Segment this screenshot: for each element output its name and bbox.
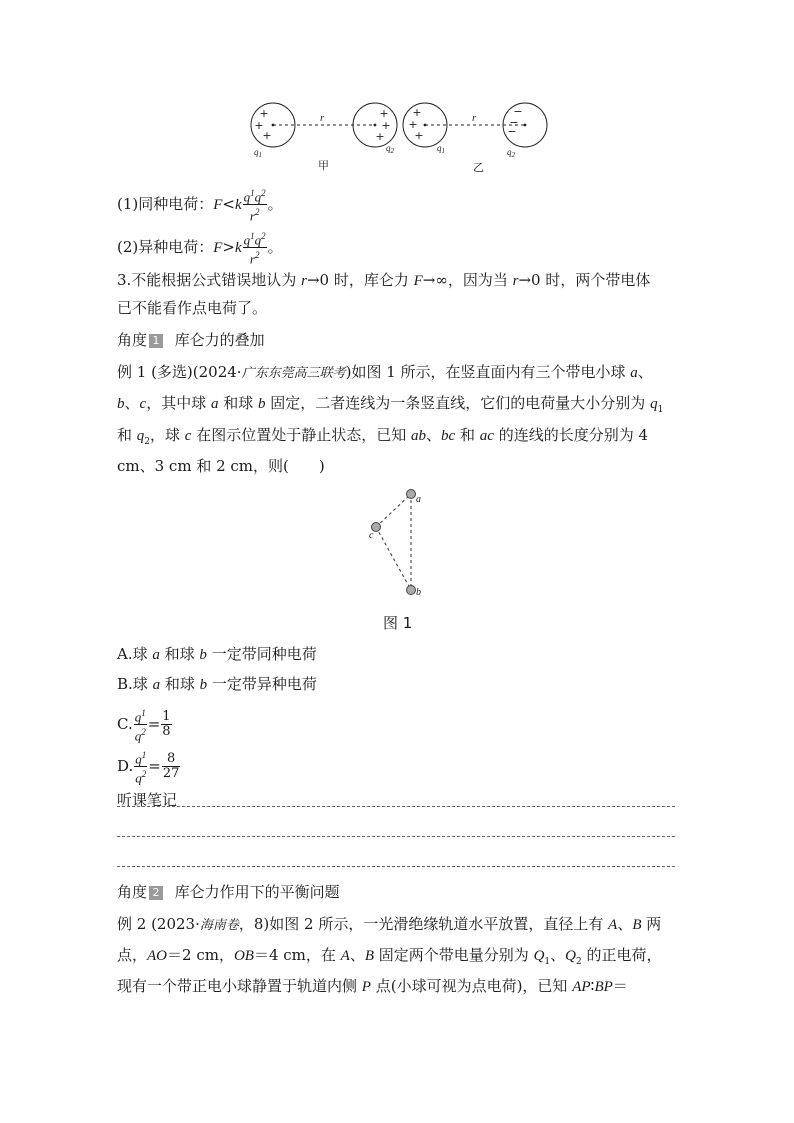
section-heading-angle-1: 角度 1 库仑力的叠加 <box>117 331 265 349</box>
svg-text:q1: $q_1$ <box>437 143 445 155</box>
example-1-line2: b、c，其中球 a 和球 b 固定，二者连线为一条竖直线，它们的电荷量大小分别为 $q_1$ <box>117 394 664 415</box>
svg-text:q2: $q_2$ <box>386 143 394 155</box>
para-3-line2: 已不能看作点电荷了。 <box>117 299 268 317</box>
badge-number: 2 <box>149 886 163 900</box>
caption-yi: 乙 <box>473 161 484 174</box>
fraction-coulomb: $\frac{q^1q^2}{r^2}$ <box>243 231 266 267</box>
sign-minus: − <box>507 125 517 138</box>
sign-plus: + <box>412 106 422 119</box>
sign-minus: − <box>509 116 519 129</box>
notes-rule-3 <box>117 866 675 867</box>
notes-title: 听课笔记 <box>117 791 178 809</box>
notes-rule-2 <box>117 836 675 837</box>
ball-b <box>407 586 416 595</box>
example-1-line1: 例 1 (多选)(2024·广东东莞高三联考)如图 1 所示，在竖直面内有三个带电小球 a、 <box>117 363 653 381</box>
example-2-line3: 现有一个带正电小球静置于轨道内侧 P 点(小球可视为点电荷)，已知 AP∶BP＝ <box>117 977 628 995</box>
example-1-line3: 和 $q_2$，球 c 在图示位置处于静止状态，已知 ab、bc 和 ac 的连线的长度分别为 4 <box>117 426 649 447</box>
sign-plus: + <box>379 107 389 120</box>
svg-text:q2: $q_2$ <box>507 147 515 159</box>
sign-plus: + <box>262 129 272 142</box>
fraction-coulomb: $\frac{q^1q^2}{r^2}$ <box>243 188 266 224</box>
badge-number: 1 <box>149 334 163 348</box>
label-b: b <box>416 587 421 598</box>
caption-jia: 甲 <box>318 159 329 172</box>
sign-plus: + <box>259 107 269 120</box>
para-2: (2)异种电荷：F>k $\frac{q^1q^2}{r^2}$ 。 <box>117 231 283 267</box>
section-heading-angle-2: 角度 2 库仑力作用下的平衡问题 <box>117 883 340 901</box>
notes-rule-1 <box>117 806 675 807</box>
para-1: (1)同种电荷：F<k $\frac{q^1q^2}{r^2}$ 。 <box>117 188 283 224</box>
label-r-left: r <box>320 112 325 124</box>
sign-plus: + <box>414 129 424 142</box>
svg-text:q1: $q_1$ <box>254 147 262 159</box>
sign-plus: + <box>375 130 385 143</box>
option-d: D. $\frac{q^1}{q^2}$ = $\frac{8}{27}$ <box>117 750 180 786</box>
option-b: B.球 a 和球 b 一定带异种电荷 <box>117 675 317 693</box>
label-c: c <box>369 530 374 541</box>
option-a: A.球 a 和球 b 一定带同种电荷 <box>117 645 317 663</box>
sign-plus: + <box>408 118 418 131</box>
figure-1-caption: 图 1 <box>383 614 413 632</box>
example-2-line1: 例 2 (2023·海南卷，8)如图 2 所示，一光滑绝缘轨道水平放置，直径上有 A、B 两 <box>117 915 662 933</box>
label-r-right: r <box>472 112 477 124</box>
figure-charged-spheres <box>240 95 560 180</box>
example-1-line4: cm、3 cm 和 2 cm，则( ) <box>117 457 325 475</box>
sign-plus: + <box>381 119 391 132</box>
label-a: a <box>416 494 421 505</box>
ball-a <box>407 490 416 499</box>
option-c: C. $\frac{q^1}{q^2}$ = $\frac{1}{8}$ <box>117 708 171 744</box>
sign-plus: + <box>254 119 264 132</box>
sign-minus: − <box>513 105 523 118</box>
para-3-line1: 3.不能根据公式错误地认为 r→0 时，库仑力 F→∞，因为当 r→0 时，两个带电体 <box>117 271 651 289</box>
figure-1-triangle <box>360 484 440 599</box>
example-2-line2: 点，AO＝2 cm，OB＝4 cm，在 A、B 固定两个带电量分别为 $Q_1$、$Q_2$ 的正电荷， <box>117 946 662 967</box>
